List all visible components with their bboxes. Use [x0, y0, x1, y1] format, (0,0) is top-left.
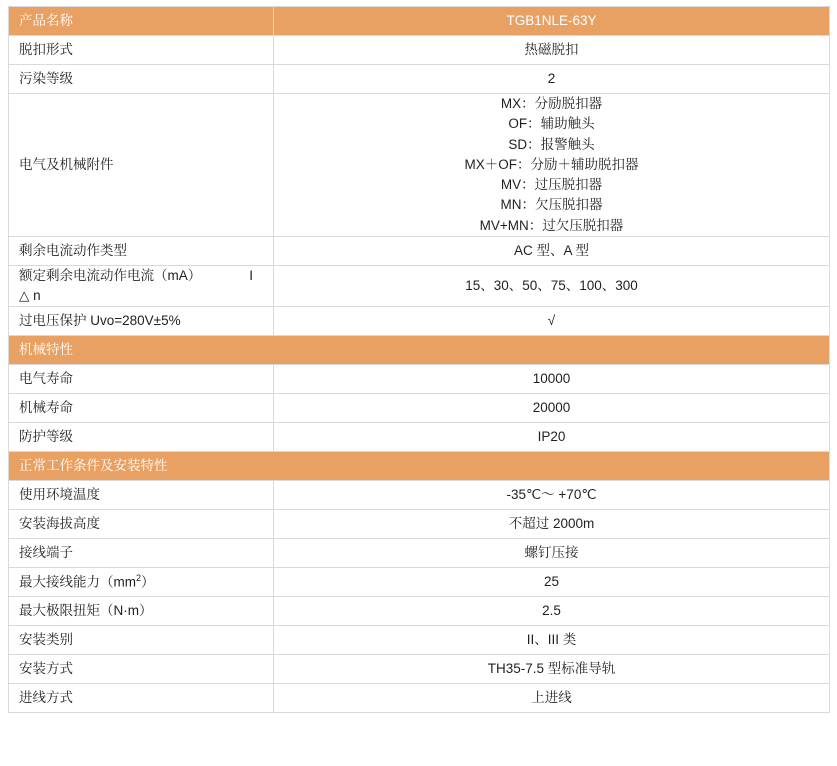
- row-label: 安装海拔高度: [9, 510, 274, 539]
- row-value: 10000: [274, 365, 830, 394]
- row-value: -35℃～ +70℃: [274, 481, 830, 510]
- row-label: 进线方式: [9, 684, 274, 713]
- row-value: IP20: [274, 423, 830, 452]
- table-row: [9, 597, 830, 626]
- section-header-mechanical: [9, 336, 830, 365]
- table-row: [9, 236, 830, 265]
- table-row: [9, 626, 830, 655]
- row-value: AC 型、A 型: [274, 236, 830, 265]
- row-label: 接线端子: [9, 539, 274, 568]
- table-row: [9, 423, 830, 452]
- row-value: √: [274, 307, 830, 336]
- table-row-accessories: [9, 94, 830, 237]
- row-label-symbol: I △ n: [19, 267, 254, 303]
- accessory-item: MX＋OF：分励＋辅助脱扣器: [464, 156, 639, 172]
- section-title: 正常工作条件及安装特性: [9, 452, 830, 481]
- table-row: [9, 539, 830, 568]
- row-label: 过电压保护 Uvo=280V±5%: [9, 307, 274, 336]
- row-label-suffix: ）: [141, 574, 155, 590]
- table-row: [9, 568, 830, 597]
- row-value: TH35-7.5 型标准导轨: [274, 655, 830, 684]
- table-row: [9, 394, 830, 423]
- row-value: 热磁脱扣: [274, 36, 830, 65]
- row-value: 2: [274, 65, 830, 94]
- table-row: [9, 365, 830, 394]
- row-label: 电气及机械附件: [9, 94, 274, 237]
- row-value: 2.5: [274, 597, 830, 626]
- row-label: 防护等级: [9, 423, 274, 452]
- row-value: 上进线: [274, 684, 830, 713]
- accessory-item: MX：分励脱扣器: [500, 96, 603, 111]
- row-label: 安装方式: [9, 655, 274, 684]
- row-value: 25: [274, 568, 830, 597]
- row-value: 20000: [274, 394, 830, 423]
- table-row: [9, 307, 830, 336]
- section-header-operating-conditions: [9, 452, 830, 481]
- row-value: 螺钉压接: [274, 539, 830, 568]
- row-label: 安装类别: [9, 626, 274, 655]
- section-title: 机械特性: [9, 336, 830, 365]
- row-label: 最大极限扭矩（N·m）: [9, 597, 274, 626]
- row-label: 剩余电流动作类型: [9, 236, 274, 265]
- specification-table: [8, 6, 830, 713]
- accessories-list: [274, 94, 830, 237]
- row-label: 污染等级: [9, 65, 274, 94]
- row-label: 机械寿命: [9, 394, 274, 423]
- accessory-item: MN：欠压脱扣器: [500, 197, 603, 213]
- accessory-item: OF：辅助触头: [508, 116, 595, 132]
- table-header-row: [9, 7, 830, 36]
- table-row: [9, 481, 830, 510]
- row-label: 使用环境温度: [9, 481, 274, 510]
- row-label-superscript: 2: [136, 572, 142, 583]
- row-value: 15、30、50、75、100、300: [274, 265, 830, 307]
- row-value: II、III 类: [274, 626, 830, 655]
- row-label-text: 最大接线能力（mm: [19, 574, 136, 590]
- table-row: [9, 65, 830, 94]
- table-row: [9, 684, 830, 713]
- row-value: 不超过 2000m: [274, 510, 830, 539]
- row-label: [9, 568, 274, 597]
- accessory-item: SD：报警触头: [508, 136, 595, 152]
- accessory-item: MV：过压脱扣器: [500, 177, 603, 192]
- row-label: 电气寿命: [9, 365, 274, 394]
- row-label: [9, 265, 274, 307]
- table-row: [9, 36, 830, 65]
- row-label: 脱扣形式: [9, 36, 274, 65]
- table-row: [9, 655, 830, 684]
- table-row: [9, 510, 830, 539]
- header-product-name: 产品名称: [9, 7, 274, 36]
- table-row: [9, 265, 830, 307]
- row-label-text: 额定剩余电流动作电流（mA）: [19, 267, 202, 283]
- accessory-item: MV+MN：过欠压脱扣器: [479, 217, 624, 233]
- header-product-model: TGB1NLE-63Y: [274, 7, 830, 36]
